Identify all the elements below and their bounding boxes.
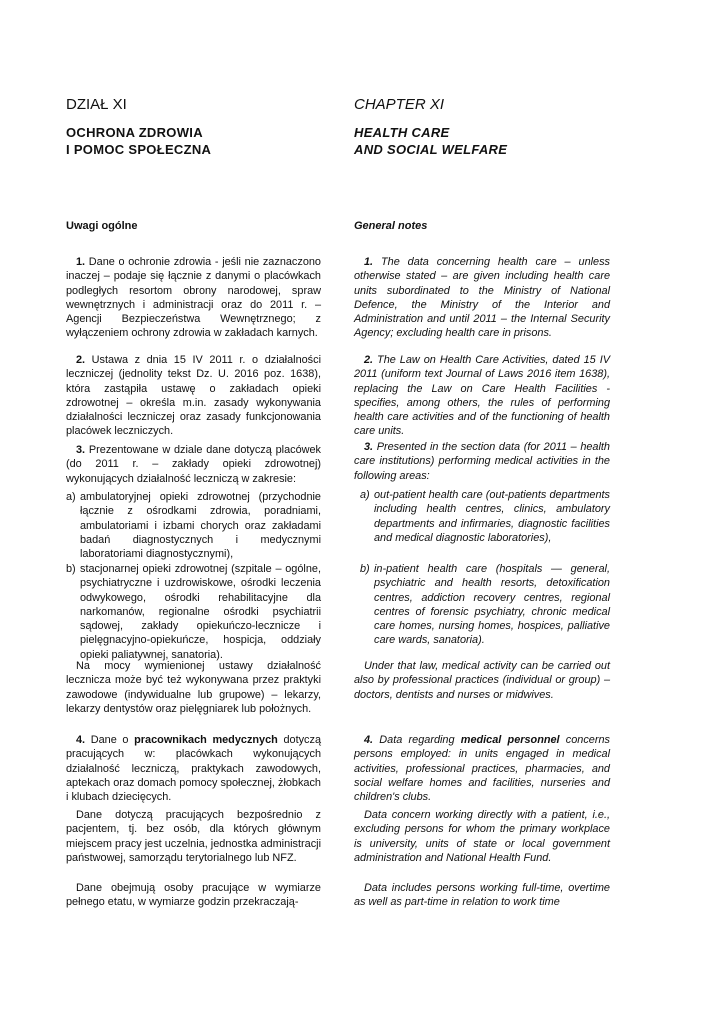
paragraph-5: Data concern working directly with a patient, i.e., excluding persons for whom the primary workplace is university, units of state or local government administration and National Health Fund.: [354, 809, 610, 864]
paragraph-3: 3. Prezentowane w dziale dane dotyczą placówek (do 2011 r. – zakłady opieki zdrowotnej) wykonujących działalność leczniczą w zakresie:: [66, 444, 321, 485]
paragraph-1: 1. Dane o ochronie zdrowia - jeśli nie zaznaczono inaczej – podaje się łącznie z danymi o placówkach podległych resortom obrony narodowej, spraw wewnętrznych i administracji oraz do 2011 r. – Agencji Bezpieczeństwa Wewnętrznego; z wyłączeniem ochrony zdrowia w zakładach karnych.: [66, 256, 321, 340]
paragraph-5: Dane dotyczą pracujących bezpośrednio z pacjentem, tj. bez osób, dla których głównym miejscem pracy jest uczelnia, jednostka administracji państwowej, samorządu terytorialnego lub NFZ.: [66, 809, 321, 864]
paragraph-number: 1.: [364, 256, 374, 268]
list-item-text: out-patient health care (out-patients departments including health centres, clinics, ambulatory departments and infirmaries, diagnostic facilities and medical diagnostic laboratories),: [374, 489, 610, 544]
chapter-title-line-2: I POMOC SPOŁECZNA: [66, 142, 212, 157]
chapter-number: DZIAŁ XI: [66, 96, 127, 113]
chapter-title-line-2: AND SOCIAL WELFARE: [354, 142, 508, 157]
list-marker: a): [360, 489, 370, 501]
paragraph-3: 3. Presented in the section data (for 2011 – health care institutions) performing medical activities in the following areas:: [354, 441, 610, 482]
paragraph-3-continued: Na mocy wymienionej ustawy działalność lecznicza może być też wykonywana przez praktyki zawodowe (indywidualne lub grupowe) – lekarzy, lekarzy dentystów oraz pielęgniarek lub położnych.: [66, 660, 321, 715]
paragraph-number: 4.: [76, 734, 86, 746]
paragraph-4: 4. Data regarding medical personnel concerns persons employed: in units engaged in medical activities, professional practices, pharmacies, and social welfare homes and facilities, nurseries and children's clubs.: [354, 734, 610, 804]
bold-term: medical personnel: [460, 734, 560, 746]
chapter-title: [66, 124, 211, 158]
list-item-text: in-patient health care (hospitals — general, psychiatric and health resorts, detoxification centres, addiction recovery centres, regional centres of forensic psychiatry, chronic medical care homes, nursing homes, hospices, palliative care wards, sanatoria).: [374, 563, 610, 647]
paragraph-3-continued: Under that law, medical activity can be carried out also by professional practices (individual or group) – doctors, dentists and nurses or midwives.: [354, 660, 610, 701]
paragraph-number: 3.: [76, 444, 86, 456]
list-item-text: stacjonarnej opieki zdrowotnej (szpitale – ogólne, psychiatryczne i uzdrowiskowe, ośrodki leczenia odwykowego, ośrodki rehabilitacyjne dla narkomanów, regionalne ośrodki psychiatrii sądowej, zakłady opiekuńczo-lecznicze i pielęgnacyjno-opiekuńcze, hospicja, oddziały opieki paliatywnej, sanatoria).: [80, 563, 321, 661]
list-item-b: [360, 562, 610, 648]
paragraph-number: 2.: [364, 354, 374, 366]
list-item-text: ambulatoryjnej opieki zdrowotnej (przychodnie łącznie z ośrodkami zdrowia, poradniami, ambulatoriami i izbami chorych oraz zakładami badań diagnostycznych i medycznymi laboratoriami diagnostycznymi),: [80, 491, 321, 561]
chapter-title-line-1: HEALTH CARE: [354, 125, 450, 140]
paragraph-number: 1.: [76, 256, 86, 268]
paragraph-number: 2.: [76, 354, 86, 366]
paragraph-6: Data includes persons working full-time, overtime as well as part-time in relation to work time: [354, 882, 610, 909]
chapter-number: CHAPTER XI: [354, 96, 445, 113]
paragraph-number: 3.: [364, 441, 374, 453]
list-item-b: [66, 562, 321, 662]
list-marker: b): [66, 563, 76, 575]
paragraph-2: 2. The Law on Health Care Activities, dated 15 IV 2011 (uniform text Journal of Laws 2016 item 1638), replacing the Law on Care Health Facilities - specifies, among others, the rules of performing health care activities and of the functioning of health care units.: [354, 354, 610, 438]
section-subtitle: General notes: [354, 220, 428, 232]
paragraph-number: 4.: [364, 734, 374, 746]
paragraph-1: 1. The data concerning health care – unless otherwise stated – are given including health care units subordinated to the Ministry of National Defence, the Ministry of the Interior and Administration and until 2011 – the Internal Security Agency; excluding health care in prisons.: [354, 256, 610, 340]
paragraph-2: 2. Ustawa z dnia 15 IV 2011 r. o działalności leczniczej (jednolity tekst Dz. U. 2016 poz. 1638), która zastąpiła ustawę o zakładach opieki zdrowotnej – określa m.in. zasady wykonywania działalności leczniczej oraz zasady funkcjonowania placówek leczniczych.: [66, 354, 321, 438]
list-item-a: [360, 488, 610, 545]
list-marker: a): [66, 491, 76, 503]
bold-term: pracownikach medycznych: [134, 734, 278, 746]
list-marker: b): [360, 563, 370, 575]
list-item-a: [66, 490, 321, 561]
chapter-title: [354, 124, 507, 158]
paragraph-6: Dane obejmują osoby pracujące w wymiarze pełnego etatu, w wymiarze godzin przekraczają-: [66, 882, 321, 909]
section-subtitle: Uwagi ogólne: [66, 220, 138, 232]
paragraph-4: 4. Dane o pracownikach medycznych dotyczą pracujących w: placówkach wykonujących działalność leczniczą, praktykach zawodowych, aptekach oraz domach pomocy społecznej, żłobkach i klubach dziecięcych.: [66, 734, 321, 804]
chapter-title-line-1: OCHRONA ZDROWIA: [66, 125, 203, 140]
